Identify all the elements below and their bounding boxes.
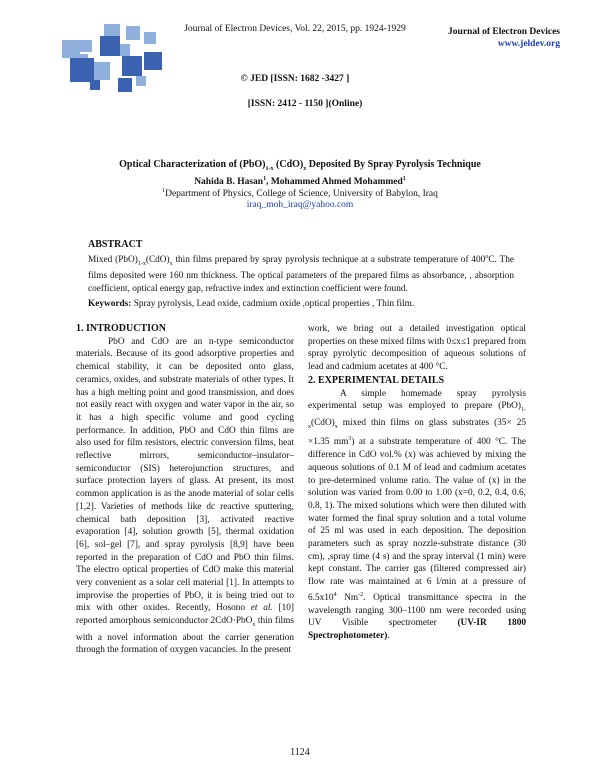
keywords-text: Spray pyrolysis, Lead oxide, cadmium oxide ,optical properties , Thin film. bbox=[131, 299, 415, 309]
logo-square bbox=[62, 40, 80, 58]
left-column bbox=[76, 323, 294, 657]
paper-title: Optical Characterization of $(PbO)_{1-x}$ $(CdO)_x$ Deposited By Spray Pyrolysis Technique bbox=[119, 159, 481, 172]
keywords-label: Keywords: bbox=[88, 299, 132, 309]
logo-square bbox=[90, 80, 100, 90]
logo-square bbox=[122, 56, 142, 76]
intro-heading: 1. INTRODUCTION bbox=[76, 323, 167, 334]
logo-square bbox=[70, 58, 94, 82]
experimental-heading: 2. EXPERIMENTAL DETAILS bbox=[308, 374, 445, 386]
logo-square bbox=[92, 62, 110, 80]
right-column bbox=[308, 323, 526, 643]
paper-authors: Nahida B. Hasan$^1$, Mohammed Ahmed Mohammed$^1$ bbox=[194, 176, 406, 188]
instrument-name: (UV-IR 1800 Spectrophotometer) bbox=[308, 618, 526, 642]
page-number: 1124 bbox=[290, 747, 310, 758]
logo-square bbox=[100, 36, 120, 56]
logo-square bbox=[126, 26, 140, 40]
logo-square bbox=[118, 78, 132, 92]
paper-affiliation: $^1$Department of Physics, College of Science, University of Babylon, Iraq bbox=[162, 188, 438, 200]
intro-continuation: work, we bring out a detailed investigation optical properties on these mixed films with 0≤x≤1 prepared from spray pyrolytic decomposition of aqueous solutions of lead and cadmium acetates at 400 °C. bbox=[308, 324, 526, 373]
intro-paragraph: PbO and CdO are an n-type semiconductor materials. Because of its good adsorptive properties and chemical stability, it can be deposited onto glass, ceramics, oxides, and substrate materials of other types. It has a high melting point and good transmission, and does not easily react with oxygen and water vapor in the air, so it has a high specific volume and good cycling performance. In addition, PbO and CdO thin films are also used for film resistors, electric conversion films, heat reflective mirrors, semiconductor–insulator–semiconductor (SIS) heterojunction structures, and surface protection layers of glass. At present, its most common application is as the anode material of solar cells [1,2]. Varieties of methods like dc reactive sputtering, chemical bath deposition [3], activated reactive evaporation [4], solution growth [5], thermal oxidation [6], sol–gel [7], and spray pyrolysis [8,9] have been reported in the preparation of CdO and PbO thin films. The electro optical properties of CdO make this material very convenient as a solar cell material [1]. In attempts to improvise the properties of PbO, it is being tried out to mix with other oxides. Recently, Hosono et al. [10] reported amorphous semiconductor 2CdO·PbO$_x$ thin films with a novel information about the carrier generation through the formation of oxygen vacancies. In the present bbox=[76, 336, 294, 656]
logo-square bbox=[80, 40, 92, 52]
journal-title: Journal of Electron Devices bbox=[448, 27, 560, 37]
journal-header bbox=[420, 27, 560, 49]
keywords bbox=[88, 299, 538, 309]
issn-online: [ISSN: 2412 - 1150 ](Online) bbox=[247, 99, 363, 109]
journal-citation: Journal of Electron Devices, Vol. 22, 2015, pp. 1924-1929 bbox=[184, 24, 406, 34]
abstract-heading: ABSTRACT bbox=[88, 239, 143, 250]
experimental-paragraph: A simple homemade spray pyrolysis experimental setup was employed to prepare $(PbO)_{1-x}(CdO)_x$ mixed thin films on glass substrates (35× 25 ×1.35 $mm^3$) at a substrate temperature of 400 °C. The difference in CdO vol.% (x) was achieved by mixing the aqueous solutions of 0.1 M of lead and cadmium acetates to pre-determined volume ratio. The value of (x) in the solution was varied from 0.00 to 1.00 (x=0, 0.2, 0.4, 0.6, 0.8, 1). The mixed solutions which were then diluted with water formed the final spray solution and a total volume of 25 ml was used in each deposition. The deposition parameters such as spray nozzle-substrate distance (30 cm), ,spray time (4 s) and the spray interval (1 min) were kept constant. The carrier gas (filtered compressed air) flow rate was maintained at 6 l/min at a pressure of $6.5x10^4$ $Nm^{-2}$. Optical transmittance spectra in the wavelength ranging 300–1100 nm were recorded using UV Visible spectrometer (UV-IR 1800 Spectrophotometer). bbox=[308, 388, 526, 642]
abstract-text: Mixed $(PbO)_{1-x}(CdO)_x$ thin films prepared by spray pyrolysis technique at a substrate temperature of 400$^o$C. The films deposited were 160 nm thickness. The optical parameters of the prepared films as absorbance, , absorption coefficient, optical energy gap, refractive index and extinction coefficient were found. bbox=[88, 254, 515, 294]
logo-square bbox=[136, 76, 146, 86]
issn-print: © JED [ISSN: 1682 -3427 ] bbox=[240, 74, 350, 84]
logo-square bbox=[144, 52, 162, 70]
journal-url[interactable]: www.jeldev.org bbox=[497, 39, 560, 49]
logo-square bbox=[144, 32, 156, 44]
author-email[interactable]: iraq_moh_iraq@yahoo.com bbox=[246, 200, 354, 210]
